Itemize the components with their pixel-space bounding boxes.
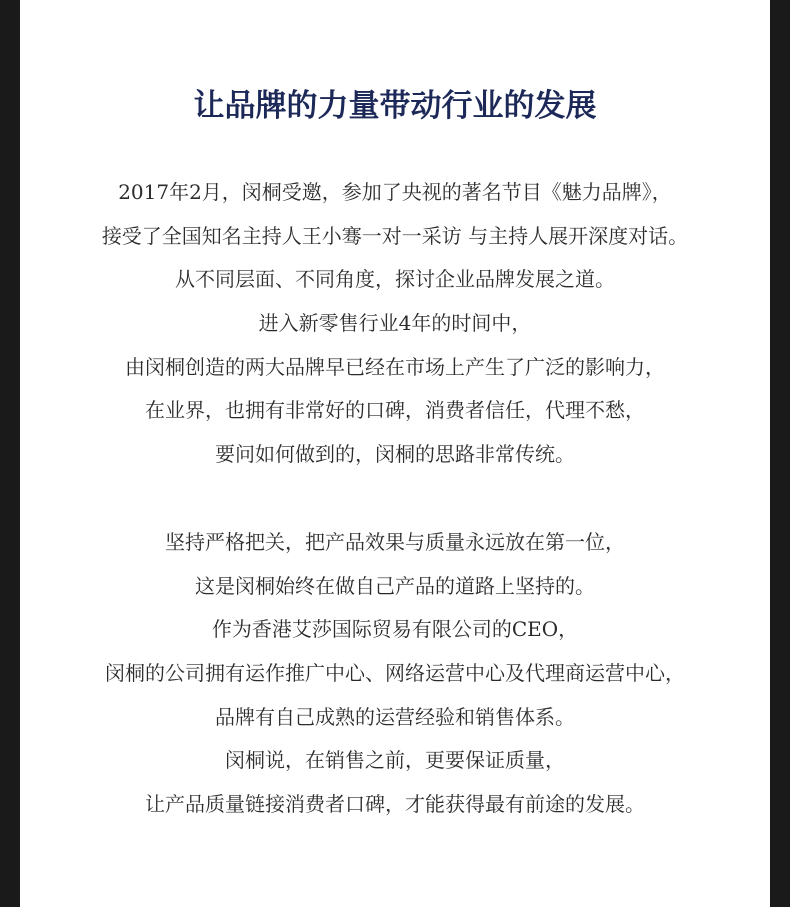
text-line: 让产品质量链接消费者口碑，才能获得最有前途的发展。	[145, 792, 645, 817]
text-line: 品牌有自己成熟的运营经验和销售体系。	[215, 704, 575, 729]
article-page	[20, 0, 770, 907]
paragraph-2	[20, 521, 770, 827]
text-line: 2017年2月，闵桐受邀，参加了央视的著名节目《魅力品牌》，	[118, 180, 672, 204]
article-title: 让品牌的力量带动行业的发展	[193, 88, 597, 124]
text-line: 作为香港艾莎国际贸易有限公司的CEO，	[211, 617, 579, 642]
text-line: 由闵桐创造的两大品牌早已经在市场上产生了广泛的影响力，	[125, 354, 665, 379]
text-line: 进入新零售行业4年的时间中，	[258, 311, 532, 336]
text-line: 闵桐说，在销售之前，更要保证质量，	[225, 748, 565, 773]
text-line: 要问如何做到的，闵桐的思路非常传统。	[215, 442, 575, 467]
text-line: 这是闵桐始终在做自己产品的道路上坚持的。	[195, 573, 595, 598]
paragraph-1	[20, 171, 770, 477]
text-line: 接受了全国知名主持人王小骞一对一采访 与主持人展开深度对话。	[101, 223, 689, 248]
text-line: 从不同层面、不同角度，探讨企业品牌发展之道。	[175, 267, 615, 292]
text-line: 在业界，也拥有非常好的口碑，消费者信任，代理不愁，	[145, 398, 645, 423]
text-line: 坚持严格把关，把产品效果与质量永远放在第一位，	[165, 530, 625, 554]
text-line: 闵桐的公司拥有运作推广中心、网络运营中心及代理商运营中心，	[105, 661, 685, 686]
